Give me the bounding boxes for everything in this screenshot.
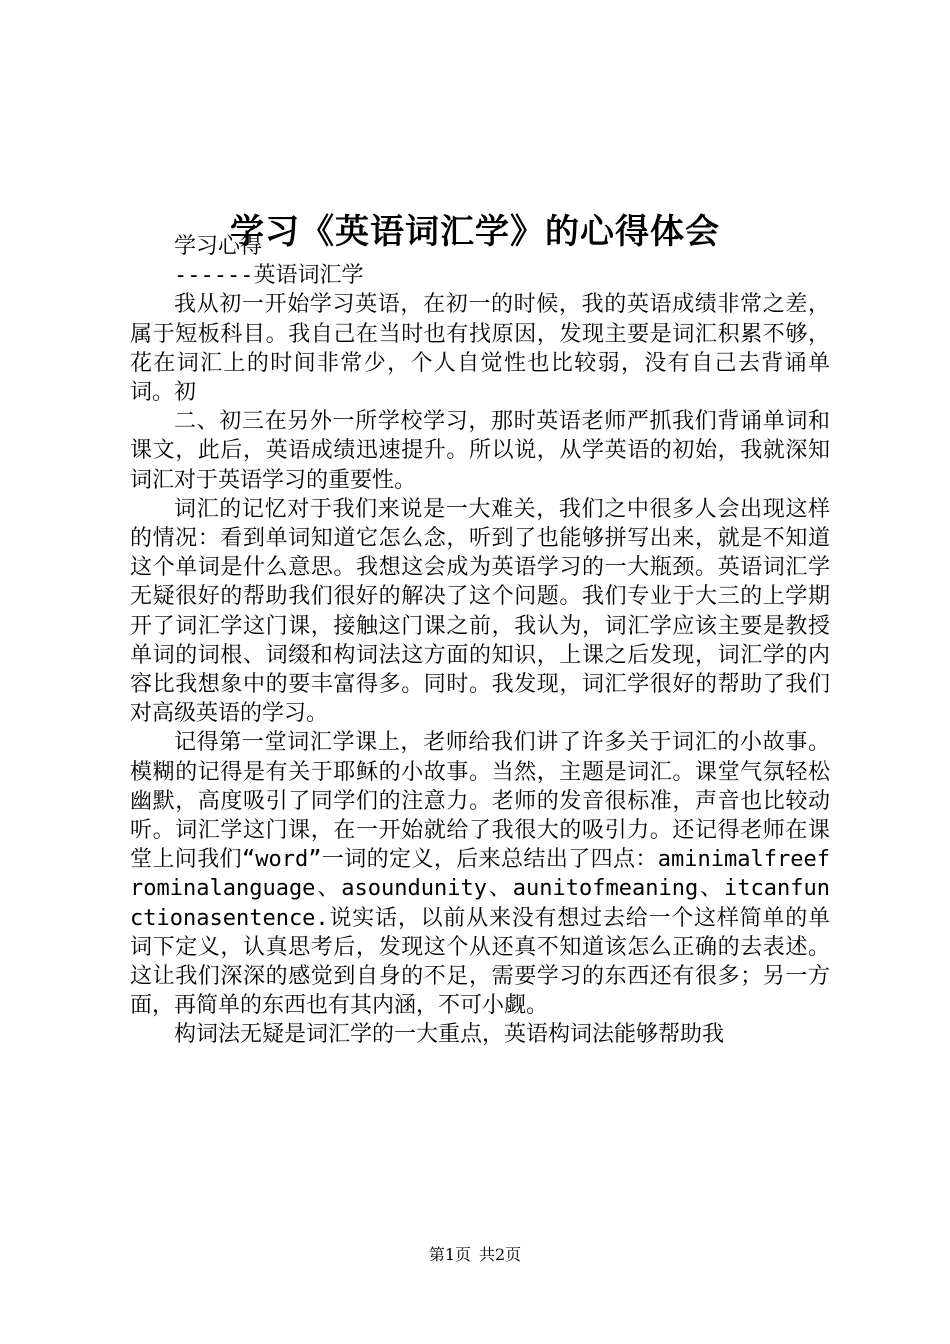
page-footer [0, 1243, 950, 1267]
document-body [130, 232, 830, 1050]
body-paragraph: 二、初三在另外一所学校学习，那时英语老师严抓我们背诵单词和课文，此后，英语成绩迅速提升。所以说，从学英语的初始，我就深知词汇对于英语学习的重要性。 [130, 409, 830, 493]
document-title: 学习《英语词汇学》的心得体会 [230, 211, 720, 252]
body-paragraph: 构词法无疑是词汇学的一大重点，英语构词法能够帮助我 [174, 1022, 725, 1048]
body-paragraph: 词汇的记忆对于我们来说是一大难关，我们之中很多人会出现这样的情况：看到单词知道它怎么念，听到了也能够拼写出来，就是不知道这个单词是什么意思。我想这会成为英语学习的一大瓶颈。英语词汇学无疑很好的帮助我们很好的解决了这个问题。我们专业于大三的上学期开了词汇学这门课，接触这门课之前，我认为，词汇学应该主要是教授单词的词根、词缀和构词法这方面的知识，上课之后发现，词汇学的内容比我想象中的要丰富得多。同时。我发现，词汇学很好的帮助了我们对高级英语的学习。 [130, 496, 830, 727]
subtitle-course-line: ------英语词汇学 [174, 263, 364, 289]
body-paragraph: 记得第一堂词汇学课上，老师给我们讲了许多关于词汇的小故事。模糊的记得是有关于耶稣的小故事。当然，主题是词汇。课堂气氛轻松幽默，高度吸引了同学们的注意力。老师的发音很标准，声音也比较动听。词汇学这门课，在一开始就给了我很大的吸引力。还记得老师在课堂上问我们“word”一词的定义，后来总结出了四点：aminimalfreefrominalanguage、asoundunity、aunitofmeaning、itcanfunctionasentence.说实话，以前从来没有想过去给一个这样简单的单词下定义，认真思考后，发现这个从还真不知道该怎么正确的去表述。这让我们深深的感觉到自身的不足，需要学习的东西还有很多；另一方面，再简单的东西也有其内涵，不可小觑。 [130, 730, 830, 1019]
page-number: 第1页 [428, 1245, 471, 1264]
subtitle-line: 学习心得 [174, 234, 263, 259]
page-total: 共2页 [479, 1245, 522, 1264]
body-paragraph: 我从初一开始学习英语，在初一的时候，我的英语成绩非常之差，属于短板科目。我自己在当时也有找原因，发现主要是词汇积累不够，花在词汇上的时间非常少，个人自觉性也比较弱，没有自己去背诵单词。初 [130, 292, 830, 406]
